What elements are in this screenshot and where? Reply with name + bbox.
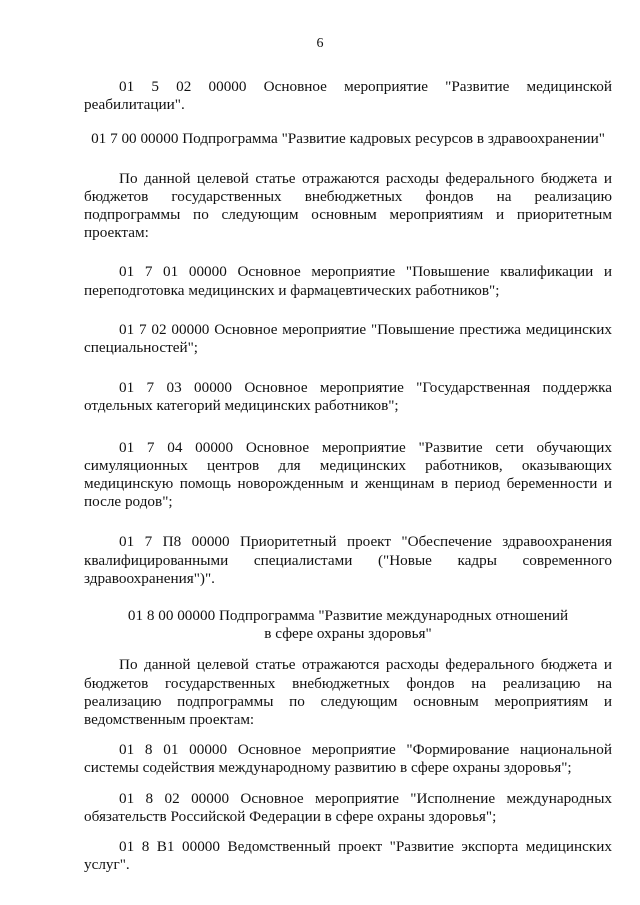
paragraph-01-7-03: 01 7 03 00000 Основное мероприятие "Государственная поддержка отдельных категорий медицинских работников"; [84,379,612,415]
heading-subprogram-01-8-line1: 01 8 00 00000 Подпрограмма "Развитие международных отношений [127,607,569,625]
paragraph-01-7-04: 01 7 04 00000 Основное мероприятие "Развитие сети обучающих симуляционных центров для медицинских работников, оказывающих медицинскую помощь новорожденным и женщинам в период беременности и после родов"; [84,438,612,511]
page-number: 6 [316,36,324,51]
paragraph-01-7-02: 01 7 02 00000 Основное мероприятие "Повышение престижа медицинских специальностей"; [84,320,612,357]
heading-subprogram-01-8-line2: в сфере охраны здоровья" [264,625,432,643]
paragraph-01-8-01: 01 8 01 00000 Основное мероприятие "Формирование национальной системы содействия международному развитию в сфере охраны здоровья"; [84,741,612,777]
document-body [84,78,612,875]
paragraph-01-7-01: 01 7 01 00000 Основное мероприятие "Повышение квалификации и переподготовка медицинских и фармацевтических работников"; [84,263,612,299]
heading-subprogram-01-7: 01 7 00 00000 Подпрограмма "Развитие кадровых ресурсов в здравоохранении" [91,130,605,148]
paragraph-01-7-P8: 01 7 П8 00000 Приоритетный проект "Обеспечение здравоохранения квалифицированными специалистами ("Новые кадры современного здравоохранения")". [84,533,612,587]
paragraph-intro-01-7: По данной целевой статье отражаются расходы федерального бюджета и бюджетов государственных внебюджетных фондов на реализацию подпрограммы по следующим основным мероприятиям и приоритетным проектам: [84,169,612,242]
paragraph-01-8-B1: 01 8 В1 00000 Ведомственный проект "Развитие экспорта медицинских услуг". [84,838,612,874]
paragraph-01-8-02: 01 8 02 00000 Основное мероприятие "Исполнение международных обязательств Российской Федерации в сфере охраны здоровья"; [84,789,612,825]
paragraph-01-5-02: 01 5 02 00000 Основное мероприятие "Развитие медицинской реабилитации". [84,78,612,114]
paragraph-intro-01-8: По данной целевой статье отражаются расходы федерального бюджета и бюджетов государственных внебюджетных фондов на реализацию на реализацию подпрограммы по следующим основным мероприятиям и ведомственным проектам: [84,656,612,729]
